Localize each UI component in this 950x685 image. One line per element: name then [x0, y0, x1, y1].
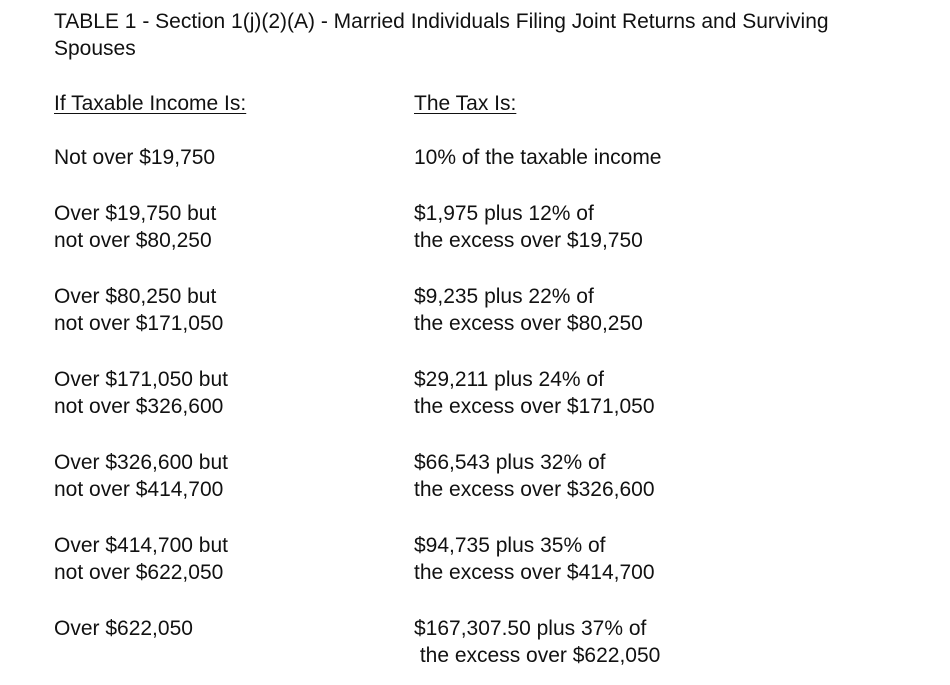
taxable-income-cell: [54, 532, 228, 586]
taxable-income-line: Over $19,750 but: [54, 202, 217, 225]
taxable-income-cell: [54, 449, 228, 503]
tax-amount-cell: [414, 144, 662, 171]
taxable-income-line: not over $414,700: [54, 478, 224, 501]
tax-amount-line: the excess over $171,050: [414, 395, 655, 418]
tax-amount-line: $29,211 plus 24% of: [414, 368, 604, 391]
tax-amount-line: $94,735 plus 35% of: [414, 534, 606, 557]
taxable-income-line: not over $326,600: [54, 395, 224, 418]
tax-amount-line: $1,975 plus 12% of: [414, 202, 594, 225]
taxable-income-cell: [54, 144, 215, 171]
tax-amount-cell: [414, 449, 655, 503]
tax-amount-cell: [414, 532, 655, 586]
tax-amount-line: $9,235 plus 22% of: [414, 285, 594, 308]
taxable-income-line: not over $80,250: [54, 229, 212, 252]
taxable-income-cell: [54, 366, 228, 420]
tax-amount-line: the excess over $414,700: [414, 561, 655, 584]
tax-amount-line: the excess over $326,600: [414, 478, 655, 501]
taxable-income-line: Over $80,250 but: [54, 285, 217, 308]
tax-amount-line: the excess over $19,750: [414, 229, 643, 252]
tax-amount-cell: [414, 366, 655, 420]
taxable-income-cell: [54, 200, 216, 254]
tax-amount-line: $66,543 plus 32% of: [414, 451, 606, 474]
tax-amount-cell: [414, 283, 643, 337]
table-title-line-1: TABLE 1 - Section 1(j)(2)(A) - Married Individuals Filing Joint Returns and Surviving: [54, 10, 829, 33]
tax-amount-cell: [414, 615, 660, 669]
tax-amount-line: $167,307.50 plus 37% of: [414, 617, 647, 640]
taxable-income-cell: [54, 615, 193, 642]
taxable-income-cell: [54, 283, 223, 337]
tax-column-header: The Tax Is:: [414, 92, 517, 115]
tax-amount-line: 10% of the taxable income: [414, 146, 662, 169]
taxable-income-line: Over $326,600 but: [54, 451, 228, 474]
tax-amount-cell: [414, 200, 643, 254]
tax-amount-line: the excess over $622,050: [414, 644, 661, 667]
taxable-income-line: Over $622,050: [54, 617, 193, 640]
taxable-income-line: not over $622,050: [54, 561, 224, 584]
income-column-header: If Taxable Income Is:: [54, 92, 247, 115]
table-title-line-2: Spouses: [54, 37, 136, 60]
taxable-income-line: not over $171,050: [54, 312, 224, 335]
taxable-income-line: Not over $19,750: [54, 146, 216, 169]
taxable-income-line: Over $171,050 but: [54, 368, 228, 391]
tax-amount-line: the excess over $80,250: [414, 312, 643, 335]
taxable-income-line: Over $414,700 but: [54, 534, 228, 557]
